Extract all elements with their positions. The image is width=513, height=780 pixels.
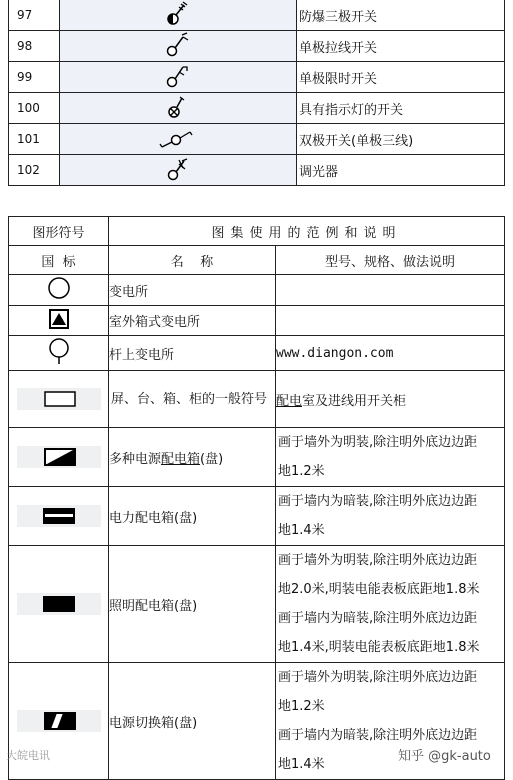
item-desc: 画于墙外为明装,除注明外底边边距 [278,435,478,450]
item-name-suffix: (盘) [200,451,224,467]
item-desc: 地2.0米,明装电能表板底距地1.8米 [278,582,480,597]
item-name: 杆上变电所 [109,336,276,371]
item-desc: 画于墙外为明装,除注明外底边边距 [278,553,478,568]
item-desc: www.diangon.com [276,336,505,371]
table-row [9,487,505,546]
header-symbol: 图形符号 [9,217,109,246]
table-row [9,336,505,371]
row-number: 100 [9,93,60,124]
table-row [9,124,505,155]
item-name: 电源切换箱(盘) [109,663,276,780]
switch-with-indicator-icon [163,94,193,120]
item-name: 变电所 [109,275,276,306]
power-distribution-box-icon [17,505,101,527]
symbol-example-table [8,216,505,780]
item-desc-link[interactable]: 配电 [276,393,303,409]
item-desc: 画于墙外为明装,除注明外底边边距 [278,670,478,685]
item-name: 单极限时开关 [297,62,505,93]
row-number: 97 [9,0,60,31]
table-row [9,546,505,663]
cabinet-general-icon [17,388,101,410]
subheader-standard: 国 标 [9,246,109,275]
item-desc: 画于墙内为暗装,除注明外底边边距 [278,494,478,509]
table-row [9,155,505,186]
table-header-row [9,217,505,246]
explosion-proof-three-pole-switch-icon [163,1,193,27]
item-desc: 地1.4米,明装电能表板底距地1.8米 [278,640,480,655]
table-row [9,275,505,306]
table-row [9,306,505,336]
item-desc: 地1.2米 [278,464,325,479]
subheader-name: 名 称 [109,246,276,275]
item-desc: 室及进线用开关柜 [302,393,407,409]
outdoor-box-substation-icon [47,307,71,331]
item-name: 电力配电箱(盘) [109,487,276,546]
item-name: 屏、台、箱、柜的一般符号 [109,371,276,428]
substation-icon [46,275,72,301]
multi-power-distribution-box-icon [17,446,101,468]
two-pole-switch-icon [156,125,200,151]
item-name: 防爆三极开关 [297,0,505,31]
single-pole-pull-switch-icon [163,32,193,58]
single-pole-time-switch-icon [163,63,193,89]
power-transfer-box-icon [17,710,101,732]
item-desc: 地1.4米 [278,523,325,538]
table-row [9,0,505,31]
item-name: 单极拉线开关 [297,31,505,62]
item-name: 照明配电箱(盘) [109,546,276,663]
item-name: 具有指示灯的开关 [297,93,505,124]
table-row [9,428,505,487]
item-desc [276,306,505,336]
table-subheader-row [9,246,505,275]
watermark-left: 大皖电讯 [6,749,50,762]
item-name: 室外箱式变电所 [109,306,276,336]
table-row [9,371,505,428]
item-name: 双极开关(单极三线) [297,124,505,155]
lighting-distribution-box-icon [17,593,101,615]
item-name: 调光器 [297,155,505,186]
watermark-right: 知乎 @gk-auto [398,745,491,764]
pole-mounted-substation-icon [46,336,72,366]
dimmer-icon [163,156,193,182]
subheader-spec: 型号、规格、做法说明 [276,246,505,275]
row-number: 99 [9,62,60,93]
table-row [9,93,505,124]
row-number: 102 [9,155,60,186]
item-desc: 画于墙内为暗装,除注明外底边边距 [278,728,478,743]
switch-symbol-table [8,0,505,186]
table-row [9,31,505,62]
item-name: 多种电源 [109,451,162,467]
item-desc: 画于墙内为暗装,除注明外底边边距 [278,611,478,626]
row-number: 101 [9,124,60,155]
header-usage: 图集使用的范例和说明 [109,217,505,246]
item-name-link[interactable]: 配电箱 [161,451,201,467]
row-number: 98 [9,31,60,62]
table-row [9,62,505,93]
item-desc: 地1.2米 [278,699,325,714]
item-desc: 地1.4米 [278,757,325,772]
item-desc [276,275,505,306]
